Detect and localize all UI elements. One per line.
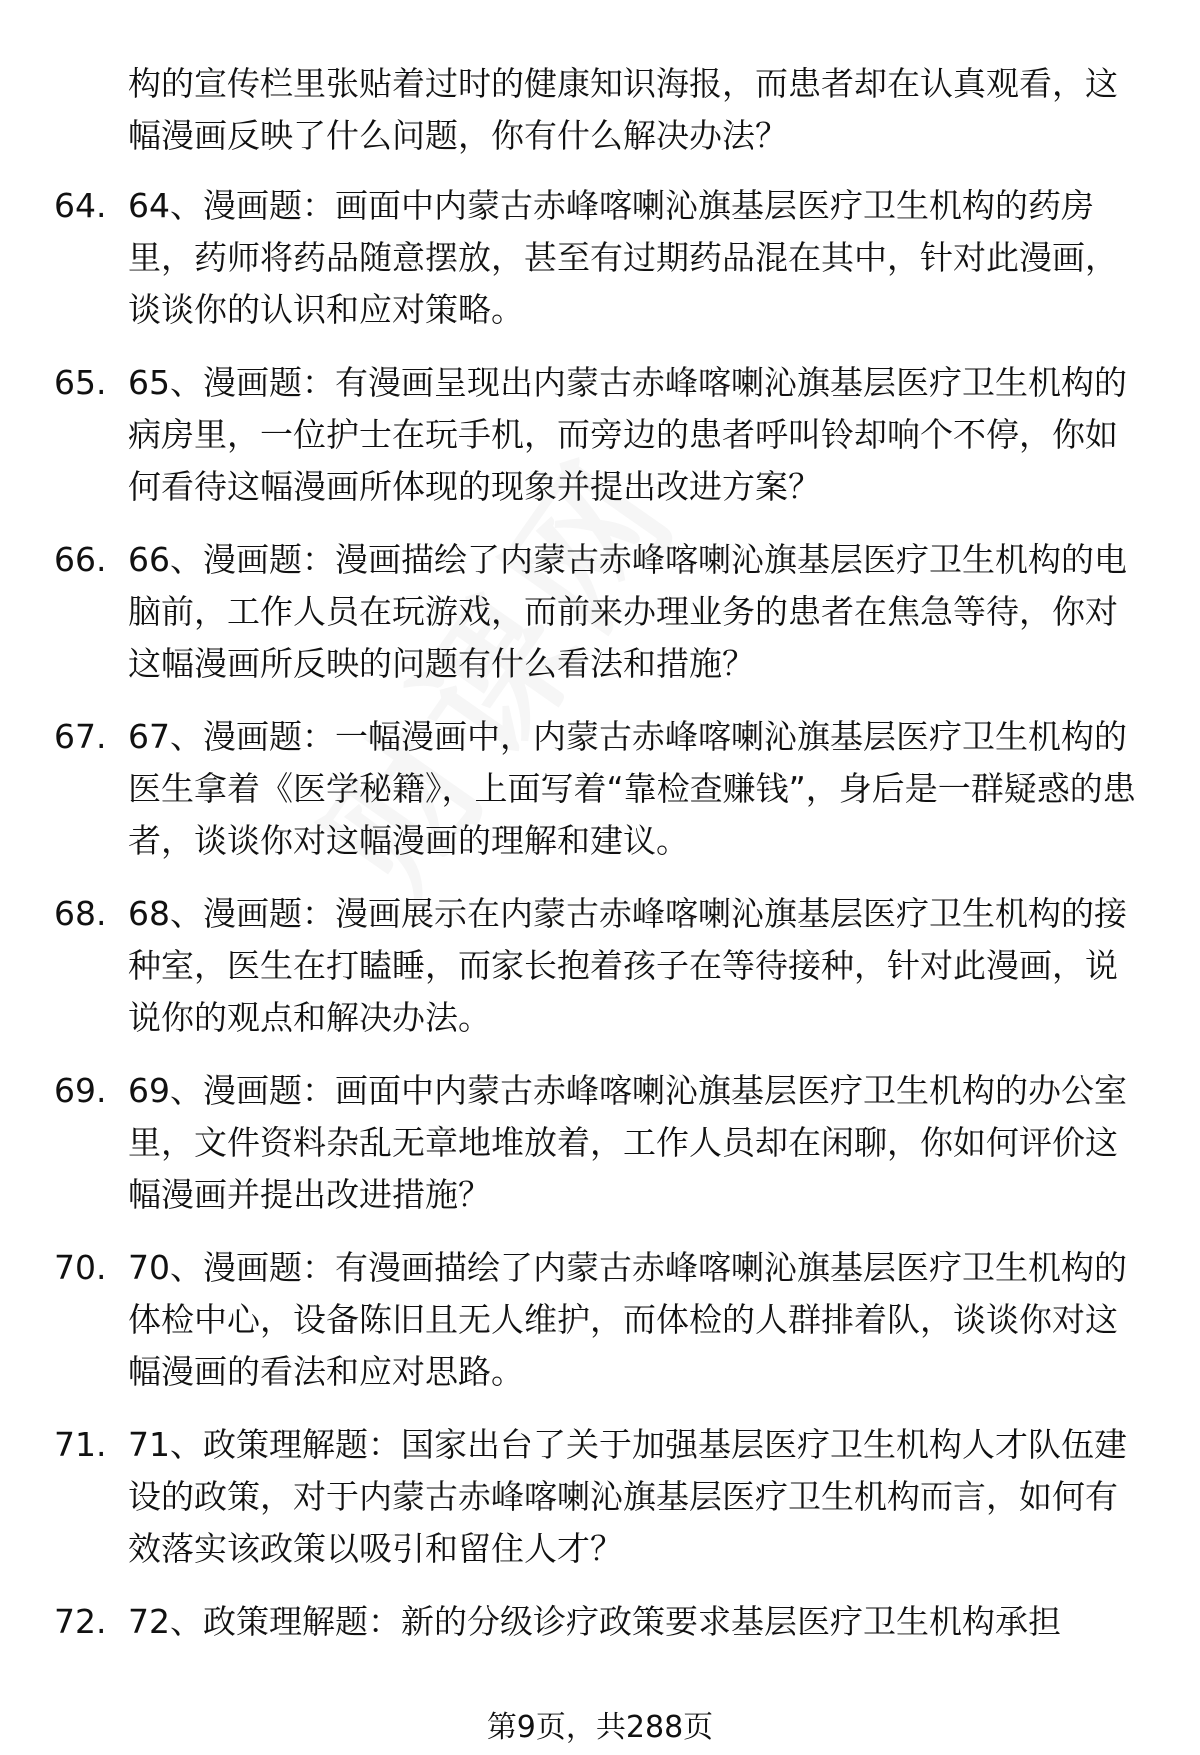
list-item [0, 1596, 1200, 1648]
question-number: 71. [54, 1425, 107, 1464]
question-number: 64. [54, 186, 107, 225]
question-text: 68、漫画题：漫画展示在内蒙古赤峰喀喇沁旗基层医疗卫生机构的接种室，医生在打瞌睡，而家长抱着孩子在等待接种，针对此漫画，说说你的观点和解决办法。 [128, 894, 1127, 1037]
question-text: 64、漫画题：画面中内蒙古赤峰喀喇沁旗基层医疗卫生机构的药房里，药师将药品随意摆放，甚至有过期药品混在其中，针对此漫画，谈谈你的认识和应对策略。 [128, 186, 1118, 329]
question-text: 67、漫画题：一幅漫画中，内蒙古赤峰喀喇沁旗基层医疗卫生机构的医生拿着《医学秘籍》，上面写着“靠检查赚钱”，身后是一群疑惑的患者，谈谈你对这幅漫画的理解和建议。 [128, 717, 1136, 860]
question-number: 72. [54, 1602, 107, 1641]
page-footer: 第9页，共288页 [486, 1710, 714, 1745]
question-number: 65. [54, 363, 107, 402]
question-text: 70、漫画题：有漫画描绘了内蒙古赤峰喀喇沁旗基层医疗卫生机构的体检中心，设备陈旧且无人维护，而体检的人群排着队，谈谈你对这幅漫画的看法和应对思路。 [128, 1248, 1127, 1391]
list-item [0, 180, 1200, 336]
list-item [0, 1419, 1200, 1575]
question-number: 68. [54, 894, 107, 933]
question-text: 65、漫画题：有漫画呈现出内蒙古赤峰喀喇沁旗基层医疗卫生机构的病房里，一位护士在玩手机，而旁边的患者呼叫铃却响个不停，你如何看待这幅漫画所体现的现象并提出改进方案？ [128, 363, 1127, 506]
list-item [0, 1065, 1200, 1221]
list-item [0, 357, 1200, 513]
question-text: 71、政策理解题：国家出台了关于加强基层医疗卫生机构人才队伍建设的政策，对于内蒙古赤峰喀喇沁旗基层医疗卫生机构而言，如何有效落实该政策以吸引和留住人才？ [128, 1425, 1127, 1568]
question-text: 66、漫画题：漫画描绘了内蒙古赤峰喀喇沁旗基层医疗卫生机构的电脑前，工作人员在玩游戏，而前来办理业务的患者在焦急等待，你对这幅漫画所反映的问题有什么看法和措施？ [128, 540, 1127, 683]
question-number: 67. [54, 717, 107, 756]
question-text: 69、漫画题：画面中内蒙古赤峰喀喇沁旗基层医疗卫生机构的办公室里，文件资料杂乱无章地堆放着，工作人员却在闲聊，你如何评价这幅漫画并提出改进措施？ [128, 1071, 1127, 1214]
list-item [0, 711, 1200, 867]
list-item [0, 534, 1200, 690]
question-number: 69. [54, 1071, 107, 1110]
list-item [0, 1242, 1200, 1398]
question-number: 70. [54, 1248, 107, 1287]
question-number: 66. [54, 540, 107, 579]
question-list [0, 180, 1200, 1669]
list-item [0, 888, 1200, 1044]
intro-paragraph: 构的宣传栏里张贴着过时的健康知识海报，而患者却在认真观看，这幅漫画反映了什么问题，你有什么解决办法？ [128, 64, 1118, 155]
question-text: 72、政策理解题：新的分级诊疗政策要求基层医疗卫生机构承担 [128, 1602, 1061, 1641]
